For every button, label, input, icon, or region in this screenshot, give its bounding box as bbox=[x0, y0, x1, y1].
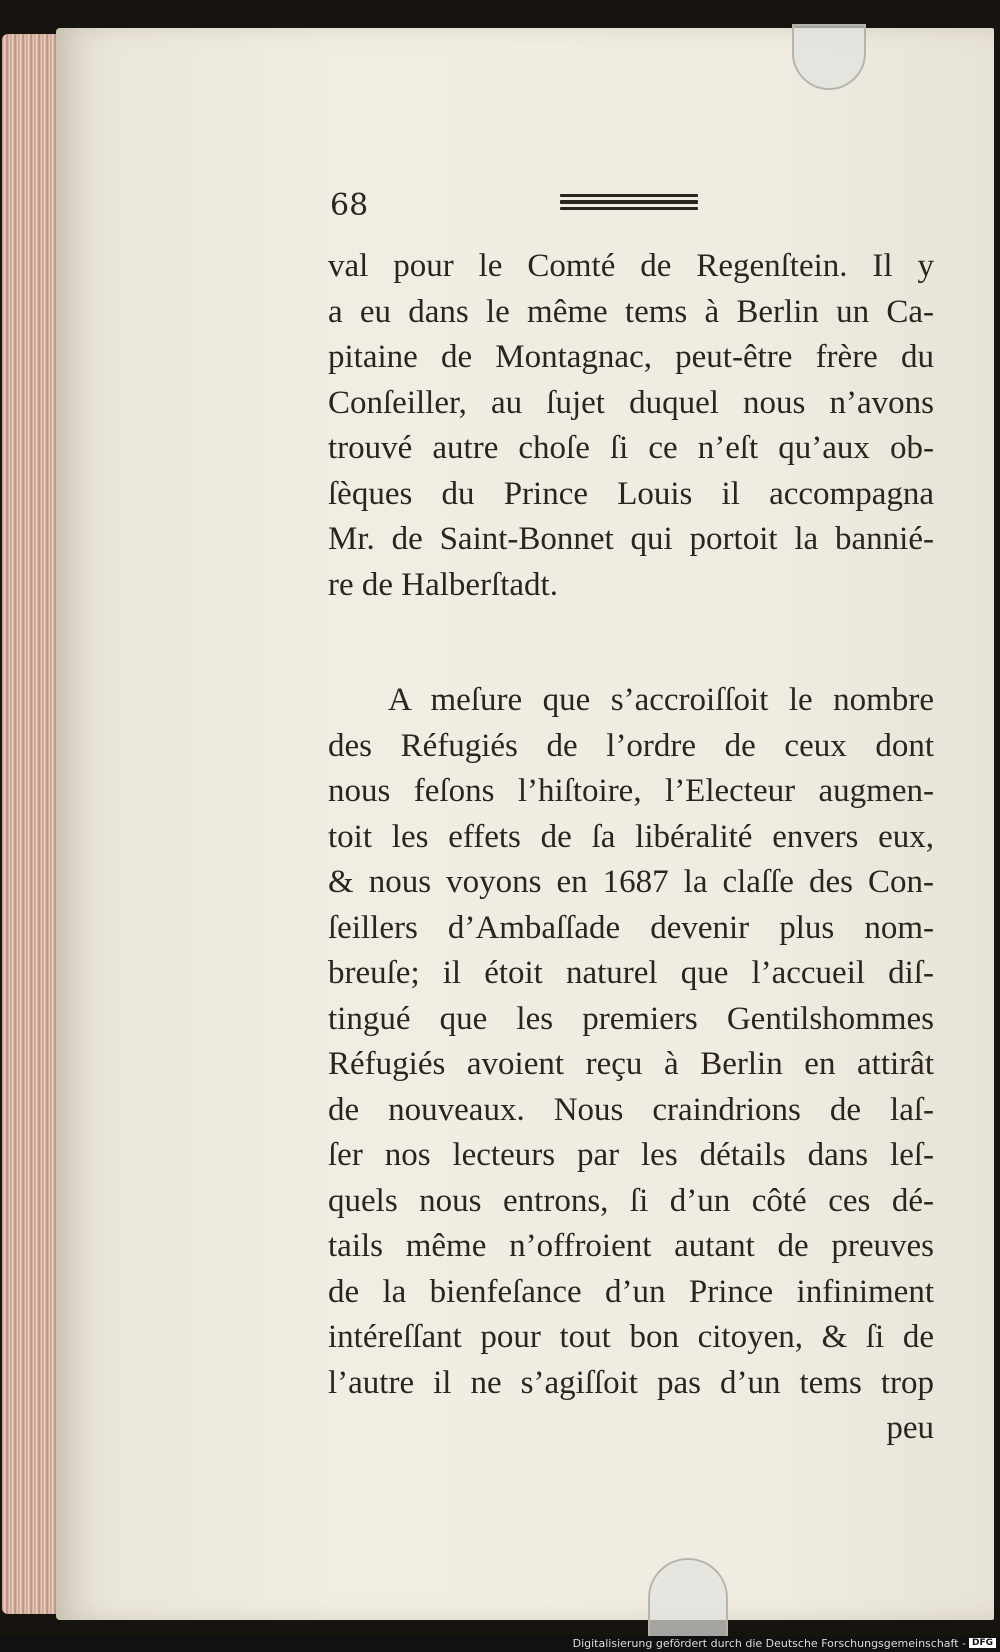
header-ornament-rule bbox=[560, 194, 698, 213]
page-header bbox=[330, 188, 932, 228]
text-line: ſeillers d’Ambaſſade devenir plus nom- bbox=[328, 909, 934, 946]
dfg-logo: DFG bbox=[969, 1638, 996, 1648]
digitization-footer bbox=[0, 1636, 1000, 1652]
text-line: A meſure que s’accroiſſoit le nombre bbox=[388, 682, 934, 718]
text-line: & nous voyons en 1687 la claſſe des Con- bbox=[328, 864, 934, 900]
top-clip bbox=[792, 24, 866, 90]
text-line: trouvé autre choſe ſi ce n’eſt qu’aux ob- bbox=[328, 430, 934, 466]
text-line: Réfugiés avoient reçu à Berlin en attirât bbox=[328, 1046, 934, 1082]
body-text bbox=[328, 244, 934, 1452]
text-line: val pour le Comté de Regenſtein. Il y bbox=[328, 248, 934, 284]
text-line: Conſeiller, au ſujet duquel nous n’avons bbox=[328, 384, 934, 421]
text-line: l’autre il ne s’agiſſoit pas d’un tems trop bbox=[328, 1364, 934, 1401]
catchword: peu bbox=[886, 1410, 934, 1446]
text-line: re de Halberſtadt. bbox=[328, 566, 558, 603]
text-line: intéreſſant pour tout bon citoyen, & ſi de bbox=[328, 1319, 934, 1355]
text-line: de nouveaux. Nous craindrions de laſ- bbox=[328, 1091, 934, 1128]
text-line: tails même n’offroient autant de preuves bbox=[328, 1228, 934, 1264]
text-line: a eu dans le même tems à Berlin un Ca- bbox=[328, 293, 934, 330]
bottom-clip bbox=[648, 1558, 728, 1646]
text-line: pitaine de Montagnac, peut-être frère du bbox=[328, 339, 934, 375]
text-line: ſer nos lecteurs par les détails dans leſ- bbox=[328, 1137, 934, 1173]
text-line: ſèques du Prince Louis il accompagna bbox=[328, 475, 934, 512]
paragraph-gap bbox=[328, 608, 934, 678]
text-line: toit les effets de ſa libéralité envers eux, bbox=[328, 818, 934, 855]
text-line: tingué que les premiers Gentilshommes bbox=[328, 1000, 934, 1037]
text-line: Mr. de Saint-Bonnet qui portoit la bannié- bbox=[328, 521, 934, 557]
text-line: de la bienfeſance d’un Prince infiniment bbox=[328, 1273, 934, 1310]
text-line: quels nous entrons, ſi d’un côté ces dé- bbox=[328, 1182, 934, 1219]
text-line: breuſe; il étoit naturel que l’accueil diſ- bbox=[328, 955, 934, 991]
text-line: des Réfugiés de l’ordre de ceux dont bbox=[328, 727, 934, 764]
footer-credit: Digitalisierung gefördert durch die Deutsche Forschungsgemeinschaft - bbox=[572, 1637, 966, 1650]
page-number: 68 bbox=[330, 188, 369, 223]
text-line: nous feſons l’hiſtoire, l’Electeur augmen- bbox=[328, 773, 934, 809]
book-page-edges bbox=[2, 34, 64, 1614]
